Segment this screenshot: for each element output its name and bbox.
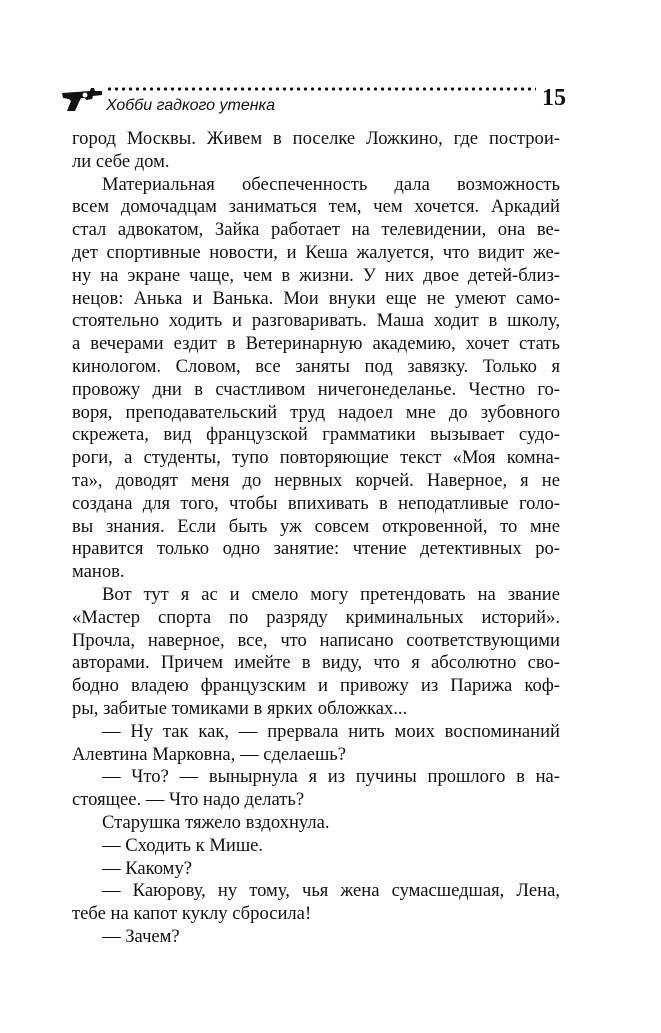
text-line: всем домочадцам заниматься тем, чем хочется. Аркадий (72, 196, 560, 218)
text-line: — Что? — вынырнула я из пучины прошлого в на- (102, 766, 560, 788)
text-line: манов. (72, 561, 125, 583)
text-line: нецов: Анька и Ванька. Мои внуки еще не умеют само- (72, 287, 560, 309)
text-line: авторами. Причем имейте в виду, что я абсолютно сво- (72, 652, 560, 674)
text-line: тебе на капот куклу сбросила! (72, 903, 312, 925)
text-line: стоящее. — Что надо делать? (72, 789, 305, 811)
text-line: провожу дни в счастливом ничегонеделанье. Честно го- (72, 378, 560, 400)
page-number: 15 (542, 85, 566, 111)
text-line: Старушка тяжело вздохнула. (102, 811, 330, 833)
text-line: кинологом. Словом, все заняты под завязку. Только я (72, 355, 560, 377)
revolver-icon (60, 84, 104, 114)
text-line: — Какому? (102, 857, 192, 879)
text-line: бодно владею французским и привожу из Парижа коф- (72, 675, 560, 697)
text-line: роги, а студенты, тупо повторяющие текст «Моя комна- (72, 447, 560, 469)
text-line: воря, преподавательский труд надоел мне до зубовного (72, 401, 560, 423)
text-line: а вечерами ездит в Ветеринарную академию, хочет стать (72, 333, 560, 355)
dotted-rule (106, 86, 536, 92)
text-line: дет спортивные новости, и Кеша жалуется, что видит же- (72, 241, 560, 263)
text-line: Алевтина Марковна, — сделаешь? (72, 743, 346, 765)
text-line: стал адвокатом, Зайка работает на телевидении, она ве- (72, 219, 560, 241)
text-line: Вот тут я ас и смело могу претендовать на звание (102, 583, 560, 605)
running-title: Хобби гадкого утенка (106, 97, 276, 114)
text-line: Прочла, наверное, все, что написано соответствующими (72, 629, 560, 651)
text-line: — Зачем? (102, 925, 180, 947)
text-line: ры, забитые томиками в ярких обложках... (72, 697, 408, 719)
text-line: — Сходить к Мише. (102, 834, 264, 856)
text-line: скрежета, вид французской грамматики вызывает судо- (72, 424, 560, 446)
text-line: — Ну так как, — прервала нить моих воспоминаний (102, 720, 560, 742)
text-line: город Москвы. Живем в поселке Ложкино, где построи- (72, 128, 560, 149)
text-line: — Каюрову, ну тому, чья жена сумасшедшая, Лена, (102, 880, 560, 902)
text-line: стоятельно ходить и разговаривать. Маша ходит в школу, (72, 310, 560, 332)
body-text (72, 128, 560, 949)
text-line: ну на экране чаще, чем в жизни. У них двое детей-близ- (72, 264, 560, 286)
text-line: та», доводят меня до нервных корчей. Наверное, я не (72, 469, 560, 491)
text-line: ли себе дом. (72, 150, 170, 172)
text-line: «Мастер спорта по разряду криминальных историй». (72, 606, 560, 628)
text-line: создана для того, чтобы впихивать в неподатливые голо- (72, 492, 560, 514)
running-header (58, 80, 566, 120)
text-line: вы знания. Если быть уж совсем откровенной, то мне (72, 515, 560, 537)
text-line: Материальная обеспеченность дала возможность (102, 173, 560, 195)
text-line: нравится только одно занятие: чтение детективных ро- (72, 538, 560, 560)
